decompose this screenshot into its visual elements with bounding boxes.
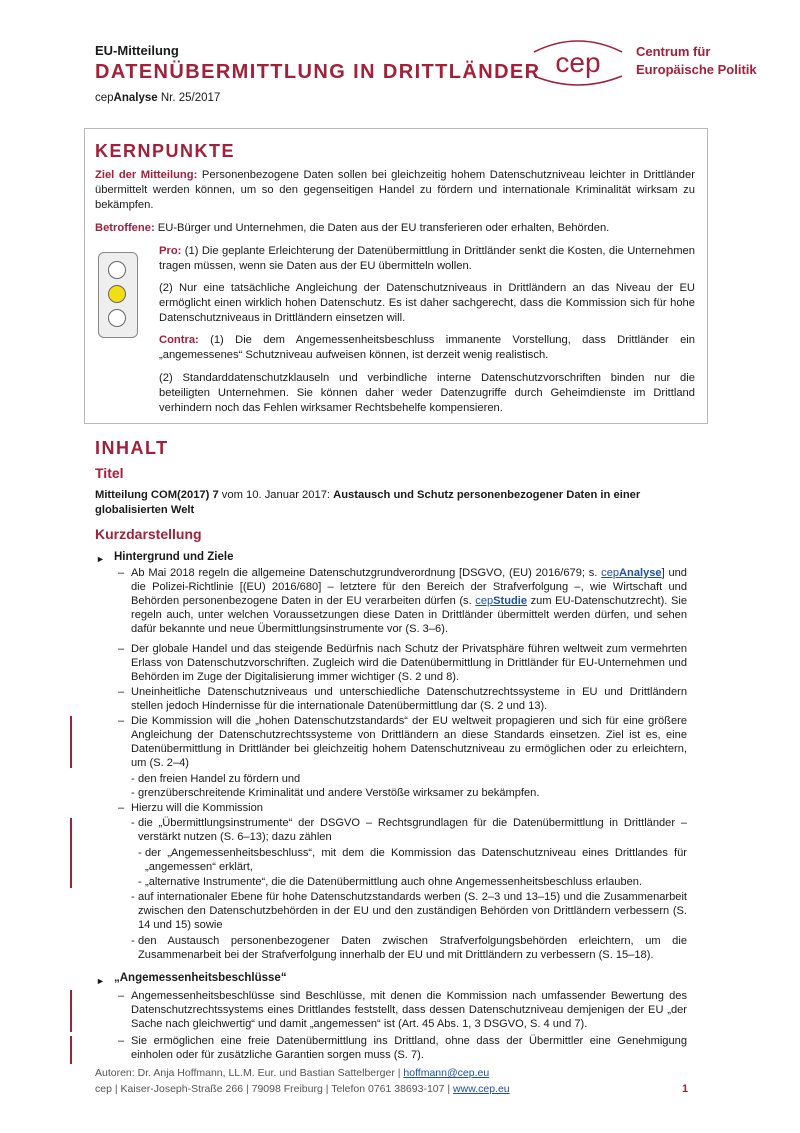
list-item: Uneinheitliche Datenschutzniveaus und unterschiedliche Datenschutzrechtssysteme in EU und Drittländern stellen jedoch Hindernisse für die internationale Datenübermittlung dar (S. 2 und 13). — [131, 686, 687, 712]
content-heading: INHALT — [95, 438, 169, 458]
sub-sub-list-item: „alternative Instrumente“, die die Datenübermittlung auch ohne Angemessenheitsbeschluss erlauben. — [145, 876, 643, 888]
change-marker — [70, 716, 72, 768]
cep-studie-link[interactable]: cepStudie — [475, 595, 528, 607]
bullet-arrow-icon: ► — [96, 554, 105, 564]
sub-list-item: auf internationaler Ebene für hohe Datenschutzstandards werben (S. 2–3 und 13–15) und die Zusammenarbeit zwischen den Datenschutzbehörden in der EU und den zuständigen Behörden von Drittländern verbessern (S. 14 und 15) sowie — [138, 891, 687, 931]
communication-title: Mitteilung COM(2017) 7 vom 10. Januar 2017: Austausch und Schutz personenbezogener Daten in einer globalisierten Welt — [95, 489, 641, 516]
list-item: Die Kommission will die „hohen Datenschutzstandards“ der EU weltweit propagieren und sich für eine größere Angleichung der Datenschutzrechtssysteme von Drittländern an diese Standards einsetzen. Ziel ist es, eine Datenübermittlung in Drittländer bei gleichzeitig hohem Datenschutzniveau zu ermöglichen oder zu erleichtern, um (S. 2–4) — [131, 715, 687, 769]
cep-analyse-link[interactable]: cepAnalyse — [601, 567, 662, 579]
sub-list-item: die „Übermittlungsinstrumente“ der DSGVO – Rechtsgrundlagen für die Datenübermittlung in Drittländer – verstärkt nutzen (S. 6–13); dazu zählen — [138, 817, 687, 843]
document-type-label: EU-Mitteilung — [95, 43, 179, 58]
adequacy-decisions-heading: „Angemessenheitsbeschlüsse“ — [114, 972, 287, 984]
yellow-lamp-on — [108, 285, 126, 303]
list-item: Angemessenheitsbeschlüsse sind Beschlüsse, mit denen die Kommission nach umfassender Bewertung des Datenschutzrechtssystems eines Drittlandes feststellt, dass dessen Datenschutzniveau demjenigen der EU „der Sache nach gleichwertig“ und damit „angemessen“ ist (Art. 45 Abs. 1, 3 DSGVO, S. 4 und 7). — [131, 990, 687, 1030]
org-name-line1: Centrum für — [636, 44, 711, 59]
website-link[interactable]: www.cep.eu — [453, 1083, 510, 1095]
list-item: Hierzu will die Kommission — [131, 802, 263, 814]
key-points-heading: KERNPUNKTE — [95, 141, 236, 161]
background-goals-heading: Hintergrund und Ziele — [114, 551, 234, 563]
cep-logo — [528, 36, 628, 86]
pro-paragraph-2: (2) Nur eine tatsächliche Angleichung der Datenschutzniveaus in Drittländern an das Niveau der EU ermöglicht einen wirklich hohen Datenschutz. Es ist daher sachgerecht, dass die Kommission sich für hohe Datenschutzniveaus in Drittländern einsetzen will. — [159, 282, 695, 324]
list-item: Der globale Handel und das steigende Bedürfnis nach Schutz der Privatsphäre führen weltweit zum vermehrten Erlass von Datenschutzvorschriften. Zugleich wird die Datenübermittlung in Drittländer für EU-Unternehmen und Behörden im Zuge der Digitalisierung immer wichtiger (S. 2 und 8). — [131, 643, 687, 683]
affected-paragraph: Betroffene: EU-Bürger und Unternehmen, die Daten aus der EU transferieren oder erhalten, Behörden. — [95, 222, 610, 234]
email-link[interactable]: hoffmann@cep.eu — [403, 1067, 490, 1079]
summary-section-heading: Kurzdarstellung — [95, 526, 202, 542]
contra-paragraph-2: (2) Standarddatenschutzklauseln und verbindliche interne Datenschutzvorschriften binden nur die beteiligten Unternehmen. Sie können daher weder Datenzugriffe durch Geheimdienste im Drittland verhindern noch das Fehlen wirksamer Rechtsbehelfe kompensieren. — [159, 372, 695, 414]
list-item: Ab Mai 2018 regeln die allgemeine Datenschutzgrundverordnung [DSGVO, (EU) 2016/679; s. cepAnalyse] und die Polizei-Richtlinie [(EU) 2016/680] – letztere für den Bereich der Strafverfolgung –, wie Wirtschaft und Behörden personenbezogene Daten in der EU verarbeiten dürfen (s. cepStudie zum EU-Datenschutzrecht). Sie regeln auch, unter welchen Voraussetzungen diese Daten in Drittländer übermittelt werden dürfen, und sehen dafür bekannte und neue Übermittlungsinstrumente vor (S. 3–6). — [131, 567, 687, 635]
pro-paragraph-1: Pro: (1) Die geplante Erleichterung der Datenübermittlung in Drittländer senkt die Kosten, die Unternehmen tragen müssen, wenn sie Daten aus der EU übermitteln wollen. — [159, 245, 695, 272]
document-title: DATENÜBERMITTLUNG IN DRITTLÄNDER — [95, 61, 541, 83]
change-marker — [70, 818, 72, 888]
sub-list-item: den freien Handel zu fördern und — [138, 773, 301, 785]
bullet-arrow-icon: ► — [96, 976, 105, 986]
analysis-number: cepAnalyse Nr. 25/2017 — [95, 92, 221, 104]
sub-list-item: den Austausch personenbezogener Daten zwischen Strafverfolgungsbehörden erleichtern, um die Zusammenarbeit bei der Strafverfolgung innerhalb der EU und mit Drittländern zu verbessern (S. 15–18). — [138, 935, 687, 961]
green-lamp-off — [108, 309, 126, 327]
title-section-heading: Titel — [95, 465, 124, 481]
red-lamp-off — [108, 261, 126, 279]
authors-line: Autoren: Dr. Anja Hoffmann, LL.M. Eur. und Bastian Sattelberger | hoffmann@cep.eu — [95, 1067, 490, 1079]
traffic-light-rating-icon — [98, 252, 138, 338]
sub-sub-list-item: der „Angemessenheitsbeschluss“, mit dem die Kommission das Datenschutzniveau eines Drittlandes für „angemessen“ erklärt, — [145, 847, 687, 873]
org-name-line2: Europäische Politik — [636, 62, 757, 77]
sub-list-item: grenzüberschreitende Kriminalität und andere Verstöße wirksamer zu bekämpfen. — [138, 787, 540, 799]
goal-paragraph: Ziel der Mitteilung: Personenbezogene Daten sollen bei gleichzeitig hohem Datenschutzniveau leichter in Drittländer übermittelt werden können, um so den gegenseitigen Handel zu fördern und internationale Kriminalität wirksam zu bekämpfen. — [95, 169, 695, 211]
svg-text:cep: cep — [555, 47, 601, 78]
change-marker — [70, 1036, 72, 1064]
change-marker — [70, 990, 72, 1032]
list-item: Sie ermöglichen eine freie Datenübermittlung ins Drittland, ohne dass der Übermittler eine Genehmigung einholen oder für zusätzliche Garantien sorgen muss (S. 7). — [131, 1035, 687, 1061]
contra-paragraph-1: Contra: (1) Die dem Angemessenheitsbeschluss immanente Vorstellung, dass Drittländer ein „angemessenes“ Schutzniveau aufweisen können, ist derzeit wenig realistisch. — [159, 334, 695, 361]
address-line: cep | Kaiser-Joseph-Straße 266 | 79098 Freiburg | Telefon 0761 38693-107 | www.cep.eu — [95, 1083, 510, 1095]
page-number: 1 — [682, 1083, 689, 1095]
